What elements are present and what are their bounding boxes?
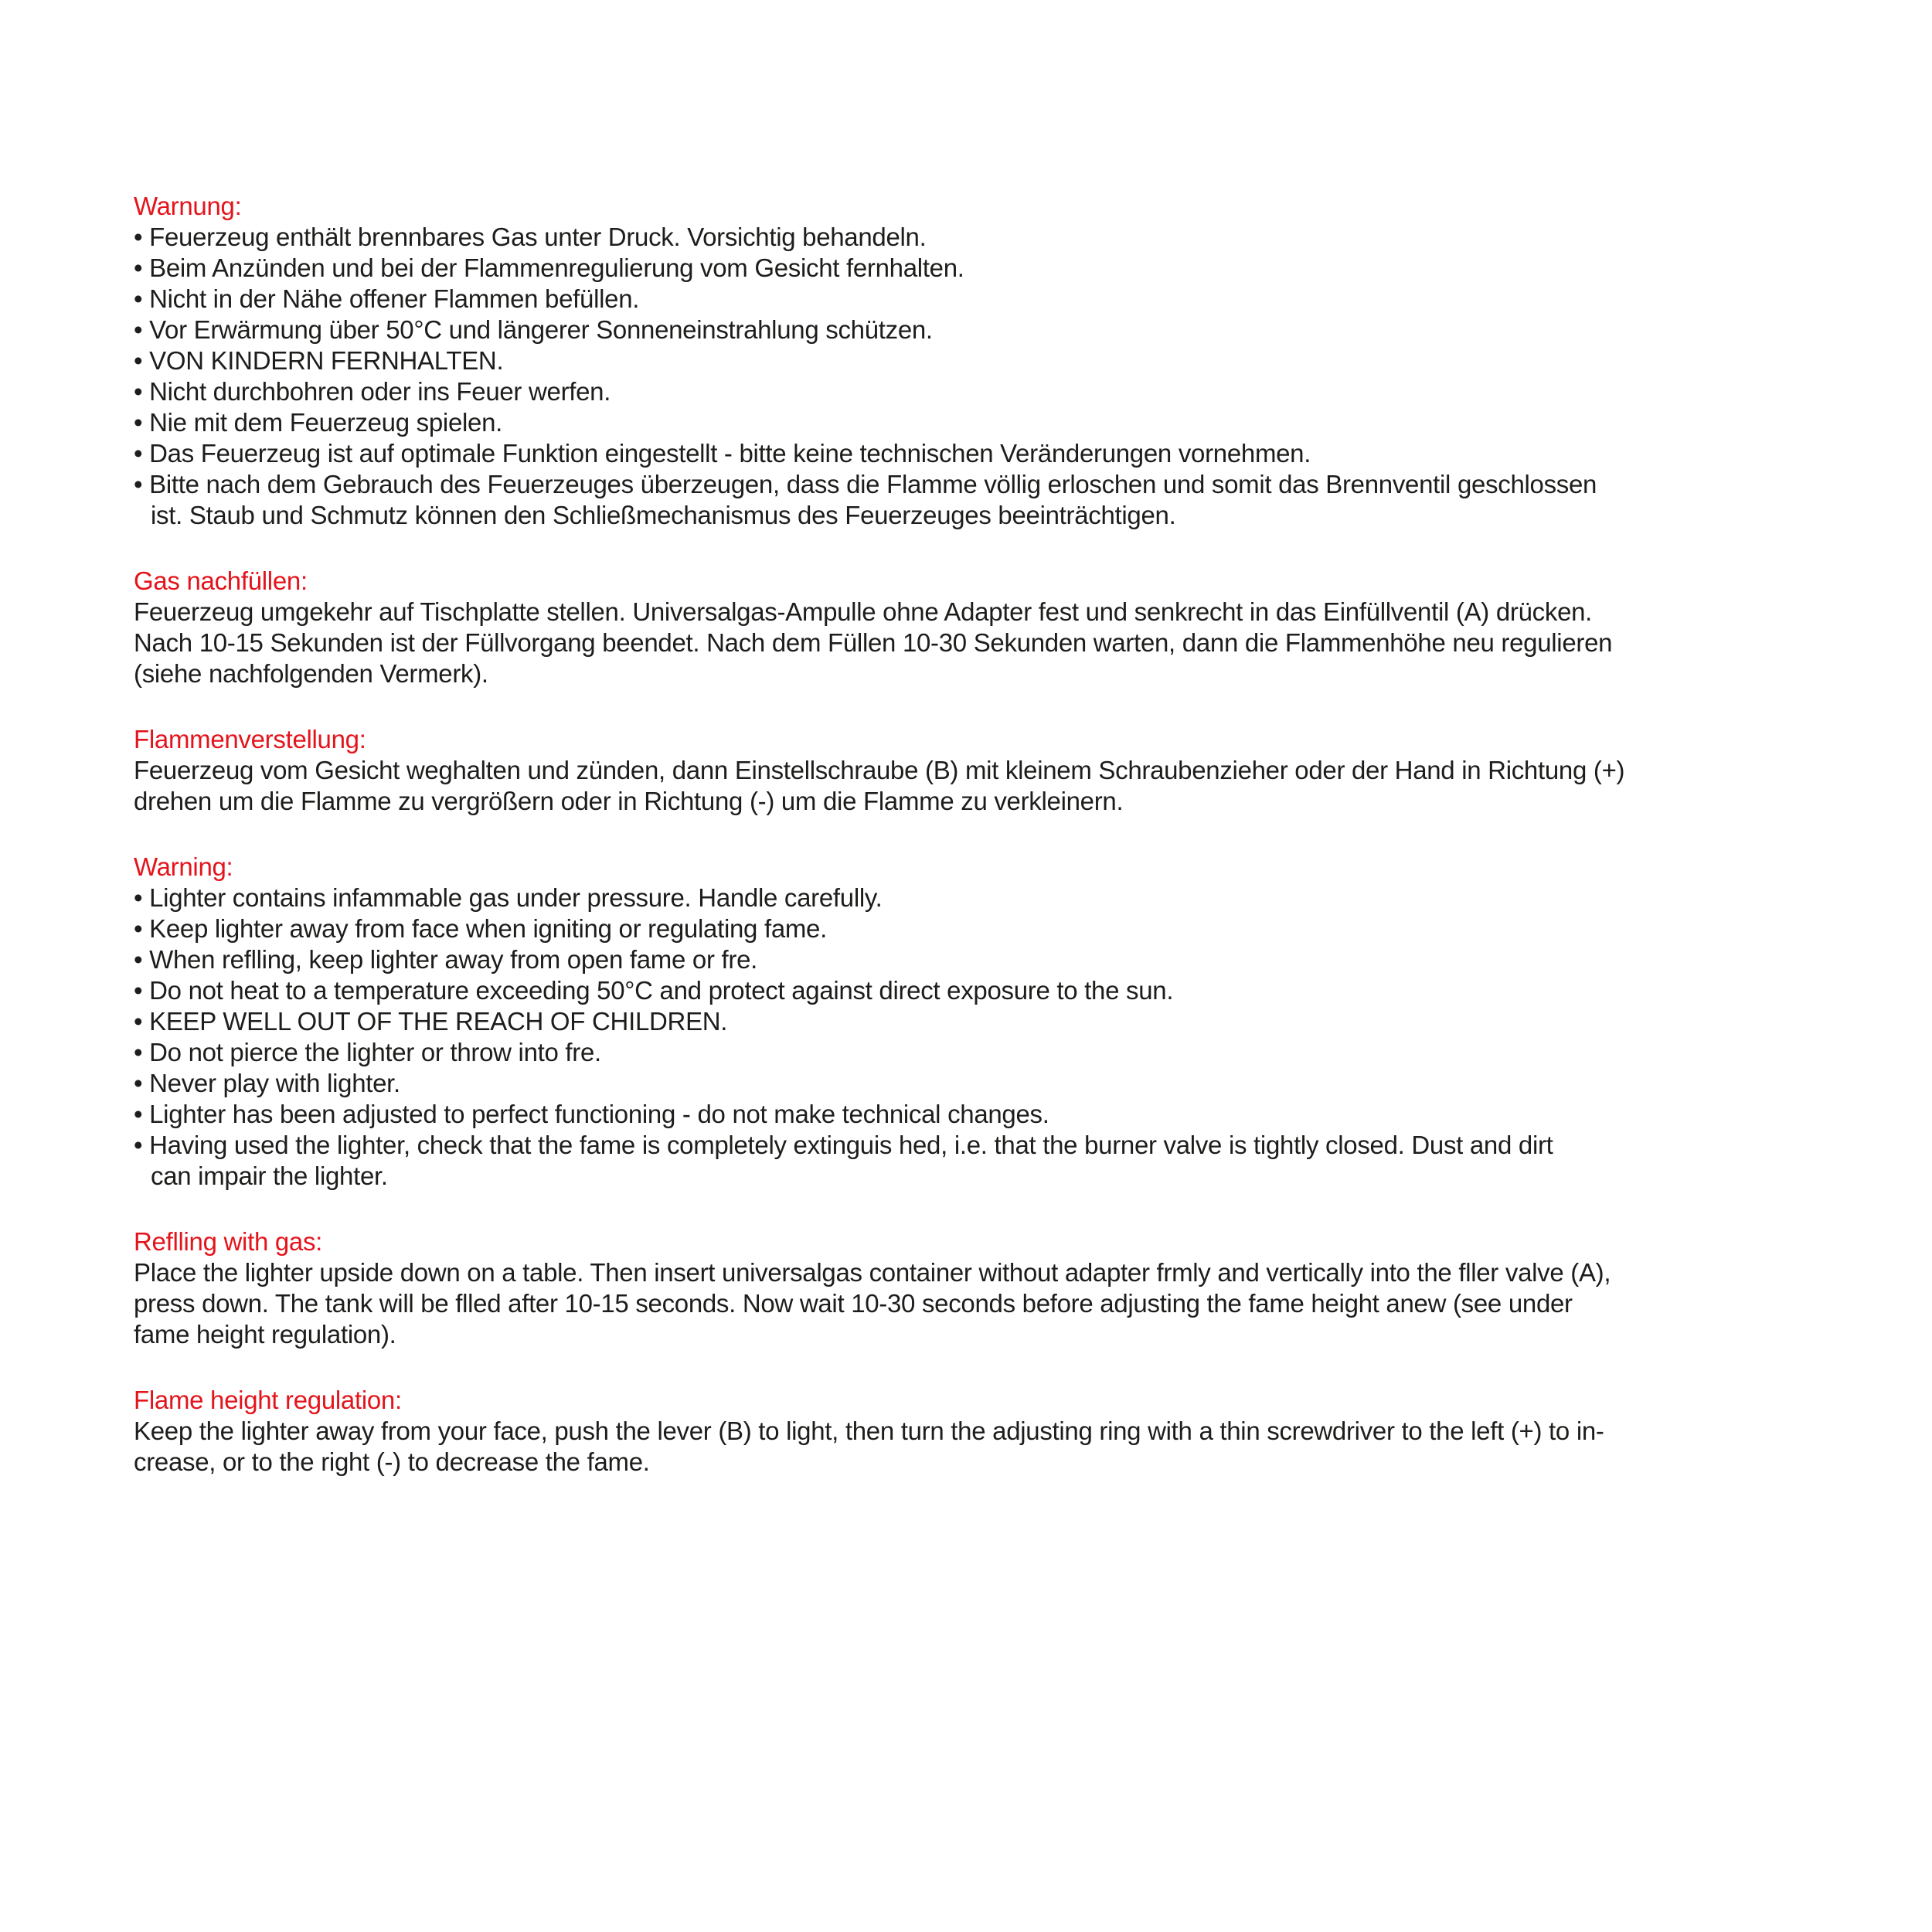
text-line: fame height regulation). <box>134 1320 396 1349</box>
bullet-line: • Having used the lighter, check that the fame is completely extinguis hed, i.e. that the burner valve is tightly closed. Dust and dirt <box>134 1131 1553 1159</box>
text-line: Keep the lighter away from your face, push the lever (B) to light, then turn the adjusting ring with a thin screwdriver to the left (+) to in- <box>134 1417 1604 1445</box>
bullet-line: • Das Feuerzeug ist auf optimale Funktion eingestellt - bitte keine technischen Veränderungen vornehmen. <box>134 439 1311 468</box>
instruction-text-block <box>134 191 1834 1478</box>
bullet-line: • Keep lighter away from face when igniting or regulating fame. <box>134 914 827 943</box>
instruction-section <box>134 1226 1834 1350</box>
text-line: Feuerzeug vom Gesicht weghalten und zünden, dann Einstellschraube (B) mit kleinem Schraubenzieher oder der Hand in Richtung (+) <box>134 756 1625 784</box>
text-line: Place the lighter upside down on a table. Then insert universalgas container without adapter frmly and vertically into the fller valve (A), <box>134 1258 1611 1287</box>
instruction-section <box>134 191 1834 531</box>
section-lines <box>134 222 1834 531</box>
section-lines <box>134 597 1834 689</box>
bullet-line: • Nie mit dem Feuerzeug spielen. <box>134 408 503 437</box>
text-line: ist. Staub und Schmutz können den Schließmechanismus des Feuerzeuges beeinträchtigen. <box>151 501 1176 529</box>
bullet-line: • Beim Anzünden und bei der Flammenregulierung vom Gesicht fernhalten. <box>134 253 964 282</box>
instruction-section <box>134 1385 1834 1478</box>
bullet-line: • Feuerzeug enthält brennbares Gas unter Druck. Vorsichtig behandeln. <box>134 223 927 251</box>
text-line: Nach 10-15 Sekunden ist der Füllvorgang beendet. Nach dem Füllen 10-30 Sekunden warten, dann die Flammenhöhe neu regulieren <box>134 628 1613 657</box>
bullet-line: • Vor Erwärmung über 50°C und längerer Sonneneinstrahlung schützen. <box>134 315 933 344</box>
section-heading: Flammenverstellung: <box>134 725 366 753</box>
text-line: Feuerzeug umgekehr auf Tischplatte stellen. Universalgas-Ampulle ohne Adapter fest und senkrecht in das Einfüllventil (A) drücken. <box>134 597 1593 626</box>
bullet-line: • Bitte nach dem Gebrauch des Feuerzeuges überzeugen, dass die Flamme völlig erloschen und somit das Brennventil geschlossen <box>134 470 1597 498</box>
text-line: press down. The tank will be flled after 10-15 seconds. Now wait 10-30 seconds before adjusting the fame height anew (see under <box>134 1289 1573 1318</box>
section-heading: Warnung: <box>134 192 242 220</box>
section-heading: Reflling with gas: <box>134 1227 323 1256</box>
bullet-line: • Do not pierce the lighter or throw into fre. <box>134 1038 601 1066</box>
section-lines <box>134 1416 1834 1478</box>
text-line: drehen um die Flamme zu vergrößern oder in Richtung (-) um die Flamme zu verkleinern. <box>134 787 1124 815</box>
bullet-line: • Nicht durchbohren oder ins Feuer werfen. <box>134 377 611 406</box>
bullet-line: • Lighter has been adjusted to perfect functioning - do not make technical changes. <box>134 1100 1049 1128</box>
text-line: crease, or to the right (-) to decrease the fame. <box>134 1447 650 1476</box>
text-line: can impair the lighter. <box>151 1162 388 1190</box>
instruction-section <box>134 566 1834 689</box>
bullet-line: • When reflling, keep lighter away from open fame or fre. <box>134 945 757 974</box>
text-line: (siehe nachfolgenden Vermerk). <box>134 659 488 688</box>
section-heading: Gas nachfüllen: <box>134 566 308 595</box>
section-lines <box>134 755 1834 817</box>
instruction-section <box>134 724 1834 817</box>
bullet-line: • VON KINDERN FERNHALTEN. <box>134 346 504 375</box>
section-heading: Warning: <box>134 852 233 881</box>
bullet-line: • Lighter contains infammable gas under pressure. Handle carefully. <box>134 883 883 912</box>
bullet-line: • Do not heat to a temperature exceeding 50°C and protect against direct exposure to the sun. <box>134 976 1174 1005</box>
section-lines <box>134 883 1834 1192</box>
bullet-line: • KEEP WELL OUT OF THE REACH OF CHILDREN. <box>134 1007 728 1036</box>
instruction-section <box>134 852 1834 1192</box>
bullet-line: • Never play with lighter. <box>134 1069 400 1097</box>
section-lines <box>134 1257 1834 1350</box>
section-heading: Flame height regulation: <box>134 1386 402 1414</box>
bullet-line: • Nicht in der Nähe offener Flammen befüllen. <box>134 284 640 313</box>
